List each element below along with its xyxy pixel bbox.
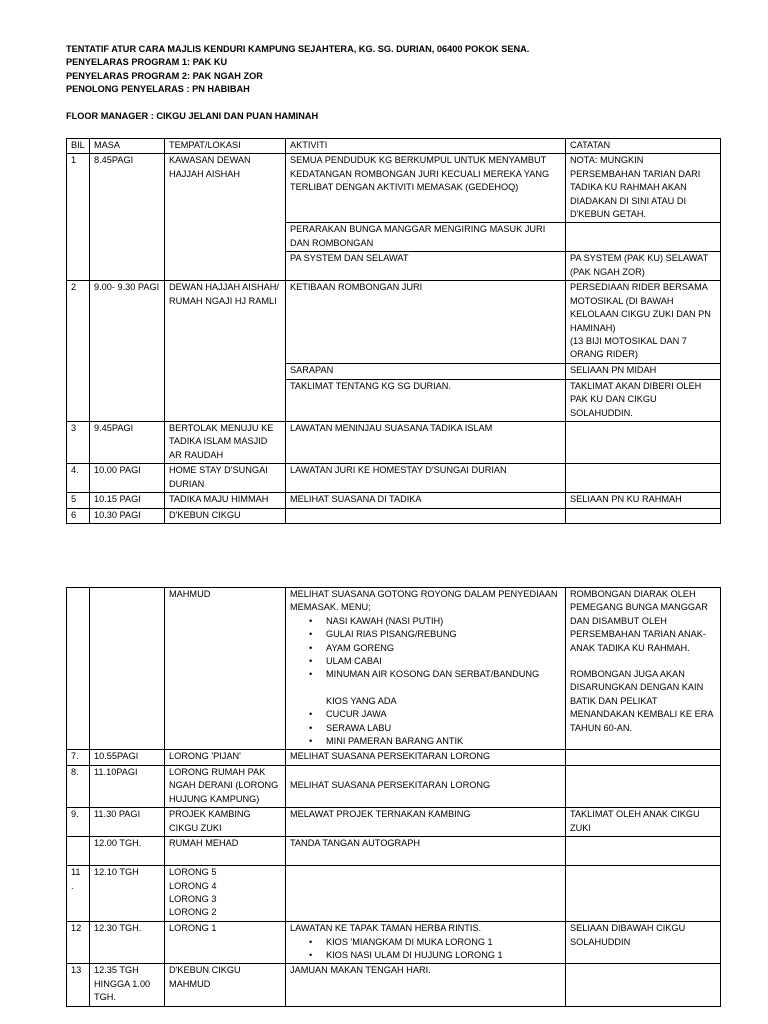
cell-catatan: NOTA: MUNGKIN PERSEMBAHAN TARIAN DARI TADIKA KU RAHMAH AKAN DIADAKAN DI SINI ATAU DI D'KEBUN GETAH. [566, 154, 721, 223]
cell-tempat: TADIKA MAJU HIMMAH [165, 493, 286, 508]
list-item: • SERAWA LABU [326, 722, 561, 735]
cell-masa: 11.30 PAGI [90, 808, 165, 837]
kios-list [290, 708, 561, 748]
cell-bil [67, 588, 90, 750]
cell-tempat: D'KEBUN CIKGU [165, 508, 286, 523]
table-row [67, 922, 721, 964]
cell-tempat: HOME STAY D'SUNGAI DURIAN [165, 464, 286, 493]
cell-masa: 12.30 TGH. [90, 922, 165, 964]
cell-tempat: LORONG RUMAH PAK NGAH DERANI (LORONG HUJUNG KAMPUNG) [165, 765, 286, 807]
col-header-aktiviti: AKTIVITI [286, 139, 566, 154]
cell-catatan: PA SYSTEM (PAK KU) SELAWAT (PAK NGAH ZOR) [566, 252, 721, 281]
table-row [67, 964, 721, 1006]
cell-tempat: D'KEBUN CIKGU MAHMUD [165, 964, 286, 1006]
cell-tempat: LORONG 'PIJAN' [165, 750, 286, 765]
cell-catatan [566, 866, 721, 922]
list-item: • MINI PAMERAN BARANG ANTIK [326, 735, 561, 748]
cell-aktiviti: SEMUA PENDUDUK KG BERKUMPUL UNTUK MENYAMBUT KEDATANGAN ROMBONGAN JURI KECUALI MEREKA YANG TERLIBAT DENGAN AKTIVITI MEMASAK (GEDEHOQ) [286, 154, 566, 223]
cell-tempat: LORONG 1 [165, 922, 286, 964]
cell-masa: 10.30 PAGI [90, 508, 165, 523]
cell-bil: 8. [67, 765, 90, 807]
cell-catatan [566, 750, 721, 765]
list-item: • CUCUR JAWA [326, 708, 561, 721]
menu-list [290, 615, 561, 682]
cell-catatan [566, 964, 721, 1006]
table-row [67, 464, 721, 493]
cell-tempat: MAHMUD [165, 588, 286, 750]
cell-aktiviti: LAWATAN MENINJAU SUASANA TADIKA ISLAM [286, 422, 566, 464]
cell-masa: 11.10PAGI [90, 765, 165, 807]
cell-aktiviti: MELIHAT SUASANA PERSEKITARAN LORONG [286, 750, 566, 765]
cell-masa: 9.00- 9.30 PAGI [90, 281, 165, 422]
cell-catatan [566, 223, 721, 252]
list-item: • KIOS 'MIANGKAM DI MUKA LORONG 1 [326, 936, 561, 949]
table-row [67, 588, 721, 750]
coordinator-2: PENYELARAS PROGRAM 2: PAK NGAH ZOR [66, 70, 263, 81]
schedule-table-page2 [66, 587, 721, 1007]
cell-catatan [566, 422, 721, 464]
cell-bil: 11 . [67, 866, 90, 922]
cell-masa: 12.00 TGH. [90, 837, 165, 866]
col-header-catatan: CATATAN [566, 139, 721, 154]
table-row [67, 808, 721, 837]
cell-bil: 5 [67, 493, 90, 508]
cell-aktiviti: SARAPAN [286, 364, 566, 379]
cell-bil: 4. [67, 464, 90, 493]
document-title: TENTATIF ATUR CARA MAJLIS KENDURI KAMPUNG SEJAHTERA, KG. SG. DURIAN, 06400 POKOK SENA. [66, 44, 530, 54]
cell-aktiviti: JAMUAN MAKAN TENGAH HARI. [286, 964, 566, 1006]
col-header-masa: MASA [90, 139, 165, 154]
table-row [67, 866, 721, 922]
list-item: • KIOS NASI ULAM DI HUJUNG LORONG 1 [326, 949, 561, 962]
cell-aktiviti: TANDA TANGAN AUTOGRAPH [286, 837, 566, 866]
cell-aktiviti: MELIHAT SUASANA PERSEKITARAN LORONG [286, 765, 566, 807]
cell-tempat: BERTOLAK MENUJU KE TADIKA ISLAM MASJID AR RAUDAH [165, 422, 286, 464]
document-header [66, 43, 726, 123]
cell-aktiviti: MELIHAT SUASANA GOTONG ROYONG DALAM PENYEDIAAN MEMASAK. MENU; • NASI KAWAH (NASI PUTIH) • GULAI RIAS PISANG/REBUNG • AYAM GORENG • ULAM CABAI • MINUMAN AIR KOSONG DAN SERBAT/BANDUNG KIOS YANG ADA • CUCUR JAWA • SERAWA LABU • MINI PAMERAN BARANG ANTIK [286, 588, 566, 750]
cell-catatan: SELIAAN PN MIDAH [566, 364, 721, 379]
table-row [67, 154, 721, 223]
cell-masa: 12.10 TGH [90, 866, 165, 922]
cell-aktiviti [286, 866, 566, 922]
cell-tempat: RUMAH MEHAD [165, 837, 286, 866]
cell-masa: 9.45PAGI [90, 422, 165, 464]
table-header-row [67, 139, 721, 154]
cell-tempat: LORONG 5 LORONG 4 LORONG 3 LORONG 2 [165, 866, 286, 922]
cell-masa: 8.45PAGI [90, 154, 165, 281]
cell-masa: 12.35 TGH HINGGA 1.00 TGH. [90, 964, 165, 1006]
table-row [67, 493, 721, 508]
cell-catatan [566, 765, 721, 807]
cell-catatan [566, 508, 721, 523]
cell-catatan [566, 837, 721, 866]
cell-masa [90, 588, 165, 750]
cell-aktiviti: PA SYSTEM DAN SELAWAT [286, 252, 566, 281]
schedule-table-page1 [66, 138, 721, 524]
table-row [67, 837, 721, 866]
cell-catatan [566, 464, 721, 493]
assistant-coordinator: PENOLONG PENYELARAS : PN HABIBAH [66, 84, 250, 95]
cell-bil: 13 [67, 964, 90, 1006]
cell-bil: 1 [67, 154, 90, 281]
col-header-bil: BIL [67, 139, 90, 154]
floor-manager: FLOOR MANAGER : CIKGU JELANI DAN PUAN HAMINAH [66, 110, 319, 121]
table-row [67, 422, 721, 464]
cell-bil [67, 837, 90, 866]
cell-bil: 9. [67, 808, 90, 837]
cell-aktiviti [286, 508, 566, 523]
list-item: • NASI KAWAH (NASI PUTIH) [326, 615, 561, 628]
cell-masa: 10.00 PAGI [90, 464, 165, 493]
list-item: • ULAM CABAI [326, 655, 561, 668]
table-row [67, 765, 721, 807]
cell-catatan: SELIAAN PN KU RAHMAH [566, 493, 721, 508]
cell-aktiviti: MELAWAT PROJEK TERNAKAN KAMBING [286, 808, 566, 837]
cell-aktiviti: LAWATAN JURI KE HOMESTAY D'SUNGAI DURIAN [286, 464, 566, 493]
cell-tempat: DEWAN HAJJAH AISHAH/ RUMAH NGAJI HJ RAMLI [165, 281, 286, 422]
cell-bil: 3 [67, 422, 90, 464]
cell-bil: 12 [67, 922, 90, 964]
table-row [67, 750, 721, 765]
cell-aktiviti: PERARAKAN BUNGA MANGGAR MENGIRING MASUK JURI DAN ROMBONGAN [286, 223, 566, 252]
table-row [67, 508, 721, 523]
cell-catatan: TAKLIMAT OLEH ANAK CIKGU ZUKI [566, 808, 721, 837]
cell-catatan: TAKLIMAT AKAN DIBERI OLEH PAK KU DAN CIKGU SOLAHUDDIN. [566, 379, 721, 421]
coordinator-1: PENYELARAS PROGRAM 1: PAK KU [66, 57, 228, 68]
cell-tempat: KAWASAN DEWAN HAJJAH AISHAH [165, 154, 286, 281]
col-header-tempat: TEMPAT/LOKASI [165, 139, 286, 154]
list-item: • GULAI RIAS PISANG/REBUNG [326, 628, 561, 641]
cell-catatan: PERSEDIAAN RIDER BERSAMA MOTOSIKAL (DI BAWAH KELOLAAN CIKGU ZUKI DAN PN HAMINAH) (13 BIJI MOTOSIKAL DAN 7 ORANG RIDER) [566, 281, 721, 364]
cell-masa: 10.15 PAGI [90, 493, 165, 508]
cell-aktiviti: TAKLIMAT TENTANG KG SG DURIAN. [286, 379, 566, 421]
list-item: • AYAM GORENG [326, 642, 561, 655]
cell-tempat: PROJEK KAMBING CIKGU ZUKI [165, 808, 286, 837]
list-item: • MINUMAN AIR KOSONG DAN SERBAT/BANDUNG [326, 668, 561, 681]
cell-aktiviti: LAWATAN KE TAPAK TAMAN HERBA RINTIS. • KIOS 'MIANGKAM DI MUKA LORONG 1 • KIOS NASI ULAM DI HUJUNG LORONG 1 [286, 922, 566, 964]
cell-masa: 10.55PAGI [90, 750, 165, 765]
table-row [67, 281, 721, 364]
cell-aktiviti: KETIBAAN ROMBONGAN JURI [286, 281, 566, 364]
kios-title: KIOS YANG ADA [326, 695, 397, 706]
cell-catatan: ROMBONGAN DIARAK OLEH PEMEGANG BUNGA MANGGAR DAN DISAMBUT OLEH PERSEMBAHAN TARIAN ANAK-ANAK TADIKA KU RAHMAH. ROMBONGAN JUGA AKAN DISARUNGKAN DENGAN KAIN BATIK DAN PELIKAT MENANDAKAN KEMBALI KE ERA TAHUN 60-AN. [566, 588, 721, 750]
kios-list [290, 936, 561, 963]
cell-aktiviti: MELIHAT SUASANA DI TADIKA [286, 493, 566, 508]
cell-bil: 6 [67, 508, 90, 523]
cell-bil: 7. [67, 750, 90, 765]
cell-catatan: SELIAAN DIBAWAH CIKGU SOLAHUDDIN [566, 922, 721, 964]
cell-bil: 2 [67, 281, 90, 422]
